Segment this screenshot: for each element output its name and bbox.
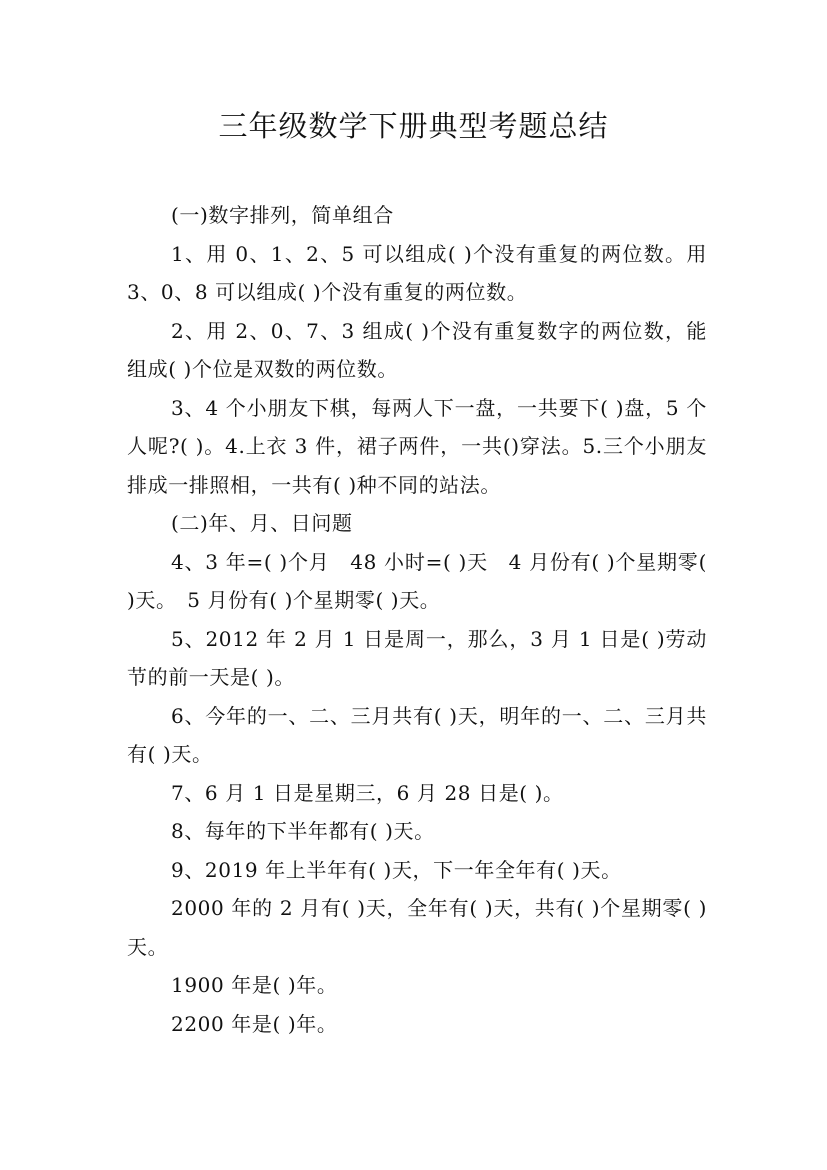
question-9-year-2000: 2000 年的 2 月有( )天，全年有( )天，共有( )个星期零( )天。 (127, 896, 707, 959)
question-3: 3、4 个小朋友下棋，每两人下一盘，一共要下( )盘，5 个人呢?( )。4.上衣 3 件，裙子两件，一共()穿法。5.三个小朋友排成一排照相，一共有( )种不同的站法。 (127, 395, 707, 497)
document-body (127, 196, 707, 1043)
question-2: 2、用 2、0、7、3 组成( )个没有重复数字的两位数，能组成( )个位是双数的两位数。 (127, 318, 707, 381)
question-6: 6、今年的一、二、三月共有( )天，明年的一、二、三月共有( )天。 (127, 703, 707, 766)
question-5: 5、2012 年 2 月 1 日是周一，那么，3 月 1 日是( )劳动节的前一天是( )。 (127, 626, 707, 689)
question-9: 9、2019 年上半年有( )天，下一年全年有( )天。 (171, 857, 622, 882)
question-8: 8、每年的下半年都有( )天。 (171, 819, 435, 843)
question-9-year-2200: 2200 年是( )年。 (171, 1011, 338, 1036)
question-9-year-1900: 1900 年是( )年。 (171, 973, 338, 997)
question-1: 1、用 0、1、2、5 可以组成( )个没有重复的两位数。用 3、0、8 可以组成( )个没有重复的两位数。 (127, 241, 707, 304)
question-4: 4、3 年=( )个月 48 小时=( )天 4 月份有( )个星期零( )天。 5 月份有( )个星期零( )天。 (127, 549, 707, 612)
question-7: 7、6 月 1 日是星期三，6 月 28 日是( )。 (171, 780, 564, 805)
document-title: 三年级数学下册典型考题总结 (218, 109, 609, 143)
section-heading-1: (一)数字排列，简单组合 (171, 203, 394, 227)
section-heading-2: (二)年、月、日问题 (171, 511, 353, 535)
